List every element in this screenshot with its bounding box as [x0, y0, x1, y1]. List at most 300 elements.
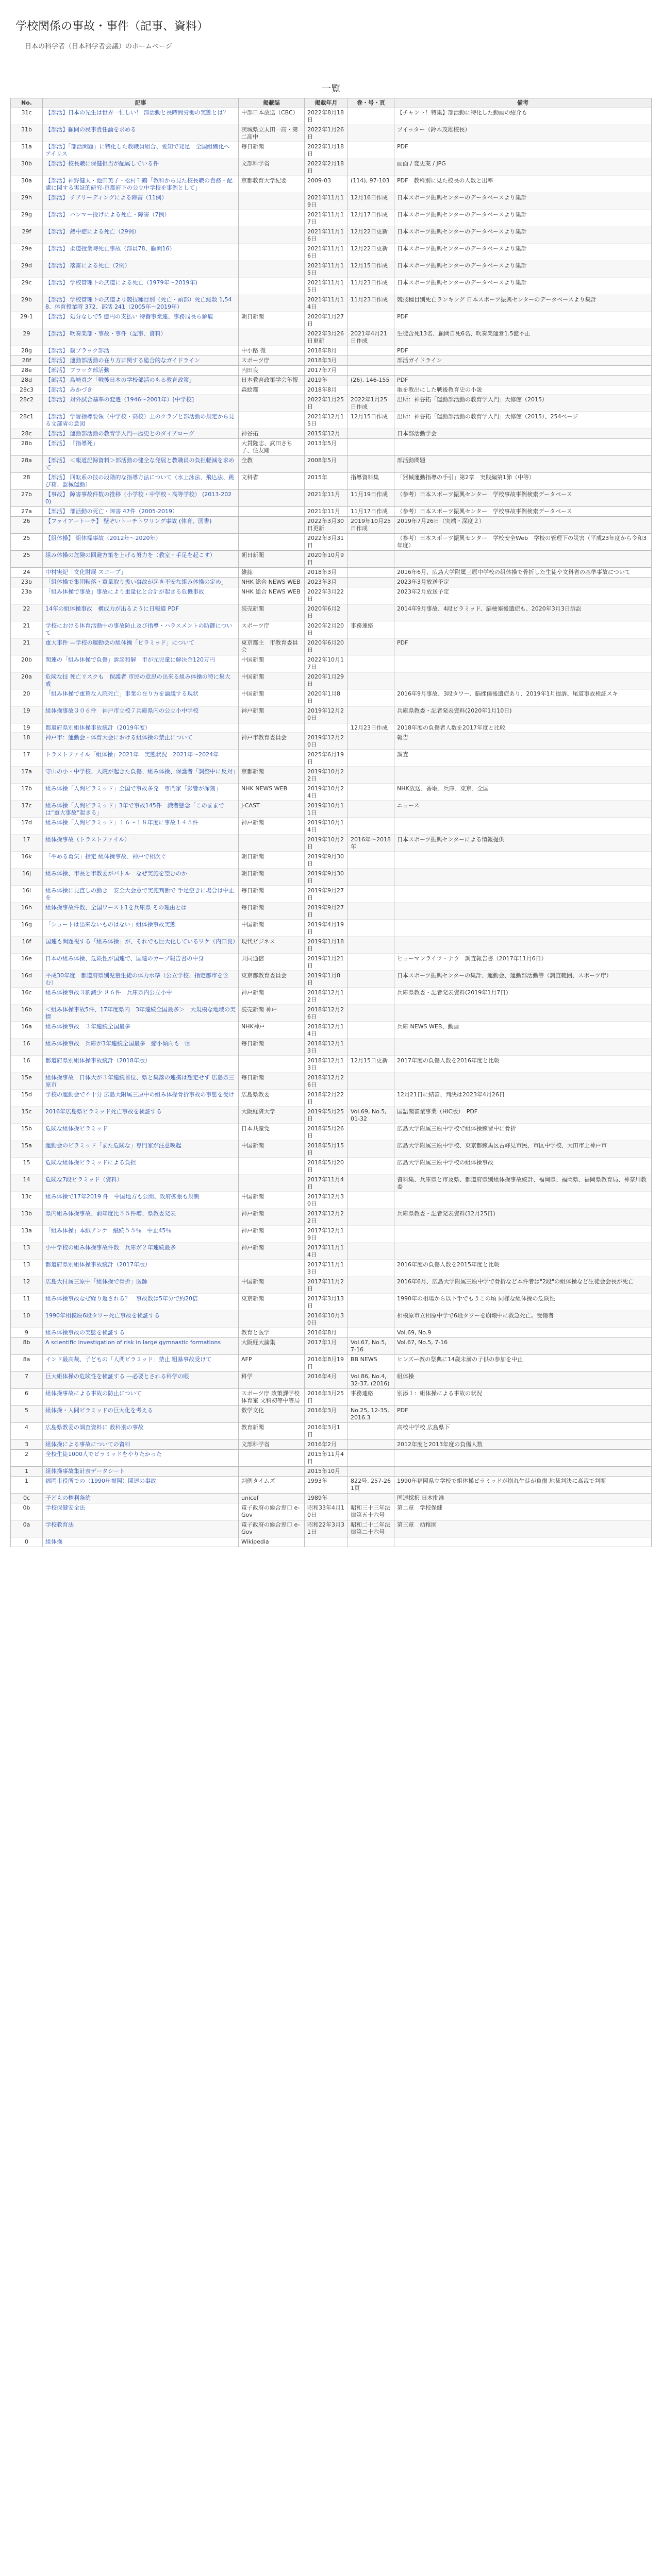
cell-notes[interactable]: 2012年度と2013年度の負傷人数: [394, 1440, 652, 1450]
cell-no: 29: [11, 329, 43, 346]
cell-date: 2018年12月12日: [305, 988, 348, 1005]
cell-notes[interactable]: 2023年3月放送予定: [394, 578, 652, 587]
cell-notes[interactable]: 競技種目別死亡ランキング 日本スポーツ振興センターのデータベースより集計: [394, 295, 652, 312]
table-row: [11, 920, 652, 937]
cell-article[interactable]: 組体操・人間ピラミッドの巨大化を考える: [43, 1406, 239, 1423]
cell-date: 2019年12月20日: [305, 706, 348, 723]
cell-notes[interactable]: 兵庫県教委・記者発表資料(12月25日): [394, 1209, 652, 1226]
cell-notes[interactable]: 「器械運動指導の手引」第2章 実践編第1節（中等）: [394, 473, 652, 490]
cell-notes[interactable]: 2016年6月、広島大学附属三原中学で骨折など本件者は"2段"の組体操など生徒会会長が死亡: [394, 1277, 652, 1294]
cell-source: 東京都主 市教育委員会: [239, 638, 305, 655]
cell-article[interactable]: 組体操事故（トラストファイル）一: [43, 835, 239, 852]
cell-notes[interactable]: 資料集、兵庫県と市及県、都道府県別組体操事故統計、福岡県、福岡県、福岡県教育局、神奈川教委: [394, 1175, 652, 1192]
cell-date: 2019年12月20日: [305, 733, 348, 750]
cell-notes[interactable]: [394, 852, 652, 869]
cell-article[interactable]: 組み体操「人間ピラミッド」全国で事故多発 専門家「影響が深刻」: [43, 784, 239, 801]
cell-no: 15a: [11, 1141, 43, 1158]
cell-notes[interactable]: 広島大学附属三原中学校の組体操事故: [394, 1158, 652, 1175]
cell-date: 2019年10月14日: [305, 818, 348, 835]
cell-date: [305, 1537, 348, 1547]
cell-date: 2021年11月16日: [305, 227, 348, 244]
cell-no: 18: [11, 733, 43, 750]
cell-volume: 12月15日作成: [348, 261, 394, 278]
cell-article[interactable]: 組み体操で17年2019 件 中国地方も公開、政府拡張も規制: [43, 1192, 239, 1209]
cell-article[interactable]: 【部活】 ブラック部活動: [43, 366, 239, 376]
cell-article[interactable]: 「組体操で集団転落・重量取り扱い事故が起き不安な組み体操の定め」: [43, 578, 239, 587]
cell-notes[interactable]: 2017年度の負傷人数を2016年度と比較: [394, 1056, 652, 1073]
cell-article[interactable]: 【部活】「部活問題」に特化した教職員組合、愛知で発足 全国組織化へ アイリス: [43, 142, 239, 159]
cell-no: 22: [11, 604, 43, 621]
cell-date: 2025年6月19日: [305, 750, 348, 767]
cell-notes[interactable]: 日本スポーツ振興センターのデータベースより集計: [394, 261, 652, 278]
cell-volume: [348, 1537, 394, 1547]
cell-article[interactable]: 【部活】神野健太・池田英子・松村千鶴「教科から見た校長職の責務・配慮に関する実証的研究-京都府下の公立中学校を事例として」: [43, 176, 239, 193]
cell-notes[interactable]: 2016年6月、広島大学附属三原中学校の組体操で骨折した生徒や文科省の基準事故について: [394, 568, 652, 578]
cell-notes[interactable]: 日本部活動学会: [394, 429, 652, 439]
cell-article[interactable]: 【部活】 運動部活動の教育学入門―歴史とのダイアローグ: [43, 429, 239, 439]
table-row: [11, 244, 652, 261]
cell-source: 教育新聞: [239, 1423, 305, 1440]
cell-article[interactable]: 都道府県別組体操事故統計（2019年度）: [43, 723, 239, 733]
cell-source: [239, 750, 305, 767]
table-row: [11, 227, 652, 244]
cell-article[interactable]: 危険な技 死亡リスクも 保護者 市民の意思の出来る組み体操の特に集大成: [43, 672, 239, 689]
cell-notes[interactable]: 日本スポーツ振興センターの集計、運動会、運動部活動等（調査範囲、スポーツ庁）: [394, 971, 652, 988]
cell-notes[interactable]: [394, 767, 652, 784]
cell-no: 28c2: [11, 395, 43, 412]
cell-notes[interactable]: [394, 1192, 652, 1209]
cell-article[interactable]: 【部活】 観ブラック部活: [43, 346, 239, 356]
cell-volume: [348, 1090, 394, 1107]
cell-notes[interactable]: 高校中学校 広島県下: [394, 1423, 652, 1440]
cell-notes[interactable]: PDF: [394, 142, 652, 159]
cell-source: J-CAST: [239, 801, 305, 818]
cell-article[interactable]: 学校の運動会で不十分 広島大附属三原中の組み体操骨折事故の事態を受け: [43, 1090, 239, 1107]
cell-notes[interactable]: （参考）日本スポーツ振興センター 学校事故事例検索データベース: [394, 490, 652, 507]
table-row: [11, 1406, 652, 1423]
cell-article[interactable]: 2016年広島県ピラミッド死亡事故を検証する: [43, 1107, 239, 1124]
cell-notes[interactable]: 日本スポーツ振興センターによる情報提供: [394, 835, 652, 852]
cell-notes[interactable]: 国連採択 日本批准: [394, 1494, 652, 1503]
cell-volume: [348, 1039, 394, 1056]
cell-notes[interactable]: 国語聞審業事業（HIC版） PDF: [394, 1107, 652, 1124]
cell-no: 15: [11, 1158, 43, 1175]
cell-notes[interactable]: 2023年2月放送予定: [394, 587, 652, 604]
cell-article[interactable]: 組み体操、市長と市教委がバトル なぜ実施を望むのか: [43, 869, 239, 886]
cell-article[interactable]: 【部活】 回転系の技の段階的な指導方法について（水上泳法、飛込法、跳び箱、器械運動）: [43, 473, 239, 490]
cell-source: NHK 総合 NEWS WEB: [239, 578, 305, 587]
cell-no: 1: [11, 1477, 43, 1494]
cell-no: 15b: [11, 1124, 43, 1141]
cell-article[interactable]: 【部活】 『指導死』: [43, 439, 239, 456]
cell-article[interactable]: 都道府県別組体操事故統計（2017年版）: [43, 1260, 239, 1277]
cell-no: 16i: [11, 886, 43, 903]
cell-article[interactable]: 危険な7段ピラミッド（資料）: [43, 1175, 239, 1192]
cell-article[interactable]: 【部活】 運動部活動の在り方に関する総合的なガイドライン: [43, 356, 239, 366]
cell-article[interactable]: 学校教育法: [43, 1520, 239, 1537]
cell-notes[interactable]: [394, 1039, 652, 1056]
cell-article[interactable]: 組み体操「人間ピラミッド」3年で事故145件 識者懸念「このままでは“重大事故”起きる」: [43, 801, 239, 818]
cell-no: 7: [11, 1372, 43, 1389]
cell-article[interactable]: 守山の小・中学校、入院が起きた負傷、組み体操、保護者「調整中に反対」: [43, 767, 239, 784]
cell-article[interactable]: 組み体操事故なぜ繰り返される？ 事故数は5年分で約20倍: [43, 1294, 239, 1311]
cell-date: 2020年1月29日: [305, 672, 348, 689]
cell-notes[interactable]: [394, 439, 652, 456]
cell-article[interactable]: 平成30年度 都道府県別児童生徒の体力水準（公立学校、指定都市を含む）: [43, 971, 239, 988]
cell-article[interactable]: 組み体操事故 兵庫が3年連続全国最多 縮小傾向も一因: [43, 1039, 239, 1056]
cell-notes[interactable]: 第三章 幼稚園: [394, 1520, 652, 1537]
cell-article[interactable]: 県内組み体操事故、前年度比５５件増、県教委発表: [43, 1209, 239, 1226]
cell-date: 2016年2月: [305, 1440, 348, 1450]
cell-no: 8a: [11, 1355, 43, 1372]
cell-article[interactable]: 広島県教委の調査資料に 教科別の事故: [43, 1423, 239, 1440]
cell-source: 毎日新聞: [239, 1039, 305, 1056]
cell-article[interactable]: 【部活】 島崎真之「戦後日本の学校部活のもる教育政策」: [43, 376, 239, 385]
cell-source: 読売新聞 神戸: [239, 1005, 305, 1022]
cell-article[interactable]: 重大事件 —学校の運動会の組体操「ピラミッド」について: [43, 638, 239, 655]
cell-notes[interactable]: 【チャント！特集】部活動に特化した動画の紹介も: [394, 108, 652, 125]
cell-notes[interactable]: [394, 937, 652, 954]
cell-volume: 12月16日作成: [348, 193, 394, 210]
table-row: [11, 903, 652, 920]
cell-source: [239, 534, 305, 551]
cell-date: 2017年1月: [305, 1338, 348, 1355]
cell-notes[interactable]: [394, 1005, 652, 1022]
table-row: [11, 954, 652, 971]
cell-date: 2019年4月19日: [305, 920, 348, 937]
cell-notes[interactable]: （参考）日本スポーツ振興センター 学校安全Web 学校の管理下の災害（平成23年度から令和3年度）: [394, 534, 652, 551]
cell-date: 2022年10月17日: [305, 655, 348, 672]
cell-source: [239, 244, 305, 261]
table-row: [11, 655, 652, 672]
cell-no: 30b: [11, 159, 43, 176]
cell-notes[interactable]: ソイッター（鈴木茂雄校長）: [394, 125, 652, 142]
cell-article[interactable]: 組体操事故集計表データシート: [43, 1467, 239, 1477]
cell-source: 大貫隆志、武田さち子、住友剛: [239, 439, 305, 456]
cell-notes[interactable]: 第二章 学校保健: [394, 1503, 652, 1520]
cell-article[interactable]: 「ショートは出来ないものはない」組体操事故実態: [43, 920, 239, 937]
cell-volume: [348, 1005, 394, 1022]
cell-notes[interactable]: [394, 621, 652, 638]
cell-article[interactable]: 【部活】 学校管理下の武道より競技種目別（死亡・頭部）死亡総数 1,548、体育授業時 372、部活 241（2005年～2019年）: [43, 295, 239, 312]
cell-volume: [348, 366, 394, 376]
cell-notes[interactable]: [394, 1450, 652, 1467]
cell-notes[interactable]: [394, 886, 652, 903]
cell-notes[interactable]: 2014年9月事故、4段ピラミッド、脳梗塞後遺症も、2020年3月3日訴訟: [394, 604, 652, 621]
cell-article[interactable]: 子どもの権利条約: [43, 1494, 239, 1503]
cell-date: 2020年6月2日: [305, 604, 348, 621]
cell-notes[interactable]: 調査: [394, 750, 652, 767]
cell-article[interactable]: 関連の「組み体操で負傷」訴訟和解 市が元児童に解決金120万円: [43, 655, 239, 672]
cell-notes[interactable]: 画面 / 変更案 / JPG: [394, 159, 652, 176]
cell-source: 広島県教委: [239, 1090, 305, 1107]
cell-notes[interactable]: [394, 1467, 652, 1477]
cell-source: 毎日新聞: [239, 886, 305, 903]
cell-notes[interactable]: [394, 920, 652, 937]
cell-notes[interactable]: 生徒含死13名、顧問自死6名、吹奏楽運営1.5億不正: [394, 329, 652, 346]
cell-date: 2015年12月: [305, 429, 348, 439]
cell-notes[interactable]: 広島大学附属三原中学校、東京都練馬区古峰見市民、市区中学校、大田市上神戸市: [394, 1141, 652, 1158]
cell-notes[interactable]: PDF: [394, 1406, 652, 1423]
cell-notes[interactable]: 部活動問題: [394, 456, 652, 473]
cell-article[interactable]: 組体操事故による事故の防止について: [43, 1389, 239, 1406]
cell-no: 16f: [11, 937, 43, 954]
cell-date: 2021年11月15日: [305, 261, 348, 278]
cell-no: 25: [11, 551, 43, 568]
cell-notes[interactable]: [394, 655, 652, 672]
cell-no: 29h: [11, 193, 43, 210]
cell-notes[interactable]: 2016年9月事故、3段タワー、脳挫傷後遺症あり、2019年1月提訴、尾道事故検証スキ: [394, 689, 652, 706]
cell-article[interactable]: 【部活】 ハンマー投げによる死亡・障害（7例）: [43, 210, 239, 227]
cell-source: 東京新聞: [239, 1294, 305, 1311]
cell-article[interactable]: 組み体操の危険の回避方策を上げる努力を（教室・手足を起こす）: [43, 551, 239, 568]
cell-notes[interactable]: PDF 教科別に見た校長の人数と出率: [394, 176, 652, 193]
cell-article[interactable]: 学校における体育活動中の事故防止及び指導・ハラスメントの防御について: [43, 621, 239, 638]
cell-source: NHK神戸: [239, 1022, 305, 1039]
cell-article[interactable]: 【部活】 熱中症による死亡（29例）: [43, 227, 239, 244]
cell-notes[interactable]: [394, 551, 652, 568]
cell-article[interactable]: 「組み体操で重篤な入院死亡」事業の在り方を論議する現状: [43, 689, 239, 706]
cell-article[interactable]: 学校保健安全法: [43, 1503, 239, 1520]
cell-no: 4: [11, 1423, 43, 1440]
cell-article[interactable]: 運動会のピラミッド「また危険な」専門家が注意喚起: [43, 1141, 239, 1158]
cell-date: 2017年12月22日: [305, 1209, 348, 1226]
cell-article[interactable]: 【部活】日本の先生は世界一忙しい！ 部活動と長時間労働の実態とは？: [43, 108, 239, 125]
cell-notes[interactable]: 出所：神谷拓「運動部活動の教育学入門」大修館（2015）: [394, 395, 652, 412]
cell-notes[interactable]: 日本スポーツ振興センターのデータベースより集計: [394, 278, 652, 295]
cell-notes[interactable]: 別添１：組体操による事故の状況: [394, 1389, 652, 1406]
cell-article[interactable]: 「組み体操」本紙アンケ 継続５５％ 中止45％: [43, 1226, 239, 1243]
cell-notes[interactable]: 兵庫県教委・記者発表資料(2020年1月10日): [394, 706, 652, 723]
cell-date: 2018年5月26日: [305, 1124, 348, 1141]
cell-article[interactable]: 【ファイアートーチ】 壁ぞいトーチトワリング事故 (体育、図書): [43, 517, 239, 534]
cell-date: 昭和22年3月31日: [305, 1520, 348, 1537]
cell-article[interactable]: 【組体操】 組体操事故（2012年〜2020年）: [43, 534, 239, 551]
cell-article[interactable]: 中村実紀「文化財展 スコープ」: [43, 568, 239, 578]
cell-article[interactable]: 【部活】 対外試合基準の変遷（1946〜2001年）[中学校]: [43, 395, 239, 412]
cell-notes[interactable]: 兵庫 NEWS WEB、動画: [394, 1022, 652, 1039]
cell-notes[interactable]: [394, 1073, 652, 1090]
cell-notes[interactable]: ニュース: [394, 801, 652, 818]
cell-article[interactable]: 国連も問題視する「組み体操」が、それでも巨大化しているワケ（内田良）: [43, 937, 239, 954]
cell-article[interactable]: 【部活】 みかづき: [43, 385, 239, 395]
cell-article[interactable]: 組み体操事故３割減少 ８６件 兵庫県内公立小中: [43, 988, 239, 1005]
cell-notes[interactable]: [394, 1537, 652, 1547]
cell-volume: [348, 1467, 394, 1477]
cell-no: 17: [11, 835, 43, 852]
cell-article[interactable]: 全校生徒1000人でピラミッドをやりたかった: [43, 1450, 239, 1467]
table-row: [11, 176, 652, 193]
cell-date: 2022年1月26日: [305, 125, 348, 142]
cell-date: 2022年1月18日: [305, 142, 348, 159]
cell-volume: 昭和二十二年法律第二十六号: [348, 1520, 394, 1537]
cell-article[interactable]: インド最高裁、子どもの「人間ピラミッド」禁止 粗暴事故受けて: [43, 1355, 239, 1372]
cell-notes[interactable]: [394, 1243, 652, 1260]
table-row: [11, 1537, 652, 1547]
cell-article[interactable]: 【部活】顧問の民事責任論を求める: [43, 125, 239, 142]
cell-notes[interactable]: PDF: [394, 312, 652, 329]
cell-notes[interactable]: Vol.69, No.9: [394, 1328, 652, 1338]
cell-article[interactable]: 【事故】 障害事故件数の推移（小学校・中学校・高等学校） (2013-2020): [43, 490, 239, 507]
table-row: [11, 988, 652, 1005]
cell-article[interactable]: 危険な組体操ピラミッド: [43, 1124, 239, 1141]
cell-source: 毎日新聞: [239, 1073, 305, 1090]
cell-article[interactable]: 【部活】 ＜報道記録資料＞部活動の健全な発展と教職員の負担軽減を求めて: [43, 456, 239, 473]
cell-notes[interactable]: 相模原市立相原中学で6段タワーを崩壊中に救急死亡。受傷者: [394, 1311, 652, 1328]
cell-source: 東京都教育委員会: [239, 971, 305, 988]
table-row: [11, 852, 652, 869]
cell-no: 29-1: [11, 312, 43, 329]
cell-article[interactable]: 【部活】 柔道授業時死亡事故（部員78、顧問16）: [43, 244, 239, 261]
table-caption: 一覧: [322, 83, 340, 94]
table-row: [11, 937, 652, 954]
cell-article[interactable]: 【部活】 吹奏楽部・事故・事件（記事、資料）: [43, 329, 239, 346]
cell-date: 2019年9月30日: [305, 852, 348, 869]
cell-notes[interactable]: [394, 903, 652, 920]
table-row: [11, 1226, 652, 1243]
cell-date: 2017年12月19日: [305, 1226, 348, 1243]
cell-notes[interactable]: 日本スポーツ振興センターのデータベースより集計: [394, 193, 652, 210]
cell-no: 2: [11, 1450, 43, 1467]
cell-article[interactable]: 組み体操事故 ３年連続全国最多: [43, 1022, 239, 1039]
cell-article[interactable]: 小中学校の組み体操事故件数 兵庫が２年連続最多: [43, 1243, 239, 1260]
cell-volume: 822号, 257-261頁: [348, 1477, 394, 1494]
cell-no: 15d: [11, 1090, 43, 1107]
cell-volume: [348, 1243, 394, 1260]
cell-article[interactable]: 福岡市役所での（1990年福岡）関連の事故: [43, 1477, 239, 1494]
cell-notes[interactable]: 日本スポーツ振興センターのデータベースより集計: [394, 227, 652, 244]
cell-article[interactable]: 危険な組体操ピラミッドによる負担: [43, 1158, 239, 1175]
cell-notes[interactable]: 組体操: [394, 1372, 652, 1389]
cell-notes[interactable]: 部活ガイドライン: [394, 356, 652, 366]
cell-volume: [348, 1192, 394, 1209]
cell-article[interactable]: トラストファイル「組体操」2021年 実態状況 2021年～2024年: [43, 750, 239, 767]
table-row: [11, 784, 652, 801]
cell-article[interactable]: 【部活】 部活動の死亡・障害 47件（2005-2019）: [43, 507, 239, 517]
cell-notes[interactable]: 1990年福岡県立学校で組体操ピラミッドが崩れ生徒が負傷 地裁判決に高裁で判断: [394, 1477, 652, 1494]
cell-notes[interactable]: 12月21日に結審、判決は2023年4月26日: [394, 1090, 652, 1107]
cell-notes[interactable]: [394, 1226, 652, 1243]
cell-notes[interactable]: [394, 672, 652, 689]
table-row: [11, 733, 652, 750]
cell-article[interactable]: 組み体操に見直しの動き 安全大会意で実施判断で 手足空きに場合は中止を: [43, 886, 239, 903]
cell-notes[interactable]: Vol.67, No.5, 7-16: [394, 1338, 652, 1355]
cell-notes[interactable]: [394, 366, 652, 376]
table-row: [11, 1467, 652, 1477]
cell-date: 2017年11月2日: [305, 1277, 348, 1294]
cell-date: 2017年11月13日: [305, 1260, 348, 1277]
cell-source: [239, 1450, 305, 1467]
cell-no: 31b: [11, 125, 43, 142]
cell-source: [239, 1175, 305, 1192]
table-row: [11, 1328, 652, 1338]
cell-notes[interactable]: 日本スポーツ振興センターのデータベースより集計: [394, 244, 652, 261]
column-header-source: 掲載誌: [239, 98, 305, 108]
cell-notes[interactable]: 広島大学附属三原中学校で組体操練習中に骨折: [394, 1124, 652, 1141]
cell-article[interactable]: 組体操事故３０６件 神戸市立校７兵庫県内の公立小中学校: [43, 706, 239, 723]
articles-table: [10, 98, 652, 1547]
cell-notes[interactable]: PDF: [394, 376, 652, 385]
cell-article[interactable]: 組体操事故 日体大が３年連続首位、県と集落の連携は想定せず 広島県三原市: [43, 1073, 239, 1090]
cell-notes[interactable]: [394, 869, 652, 886]
cell-article[interactable]: ＜組み体操事故5件、17年度県内 3年連続全国最多＞ 大規模な地域の実情: [43, 1005, 239, 1022]
cell-notes[interactable]: 兵庫県教委・記者発表資料(2019年1月7日): [394, 988, 652, 1005]
cell-source: 朝日新聞: [239, 312, 305, 329]
cell-notes[interactable]: 2016年度の負傷人数を2015年度と比較: [394, 1260, 652, 1277]
cell-notes[interactable]: （参考）日本スポーツ振興センター 学校事故事例検索データベース: [394, 507, 652, 517]
cell-article[interactable]: 組体操: [43, 1537, 239, 1547]
cell-notes[interactable]: ヒンズー教の祭典に14歳未満の子供の参加を中止: [394, 1355, 652, 1372]
cell-article[interactable]: 「組み体操で事故」事故により重量化と合計が起きる危機事故: [43, 587, 239, 604]
cell-notes[interactable]: 報告: [394, 733, 652, 750]
table-row: [11, 125, 652, 142]
table-row: [11, 159, 652, 176]
cell-source: [239, 227, 305, 244]
cell-article[interactable]: 組体操による事故についての資料: [43, 1440, 239, 1450]
page-subtitle[interactable]: 日本の科学者（日本科学者会議）のホームページ: [25, 43, 172, 50]
column-header-article: 記事: [43, 98, 239, 108]
cell-source: 神戸市教育委員会: [239, 733, 305, 750]
cell-notes[interactable]: ヒューマンライツ・ナウ 調査報告書（2017年11月6日）: [394, 954, 652, 971]
cell-article[interactable]: 日本の組み体操、危険性が国連で、国連のカーブ報告書の中身: [43, 954, 239, 971]
cell-article[interactable]: 「やめる勇気」指定 組体操事故、神戸で相次ぐ: [43, 852, 239, 869]
cell-notes[interactable]: 1990年の相場から以下手でもうこの頃 同様な組体操の危険性: [394, 1294, 652, 1311]
cell-notes[interactable]: 出所：神谷拓「運動部活動の教育学入門」大修館（2015）、254ページ: [394, 412, 652, 429]
cell-volume: [348, 784, 394, 801]
cell-volume: [348, 456, 394, 473]
cell-article[interactable]: 【部活】校長職に保健担当が配属している件: [43, 159, 239, 176]
cell-volume: [348, 1423, 394, 1440]
cell-date: 2021年11月15日: [305, 278, 348, 295]
cell-source: 神戸新聞: [239, 1209, 305, 1226]
cell-article[interactable]: 【部活】 学習指導要領（中学校・高校）上のクラブと部活動の規定から見る文部省の意図: [43, 412, 239, 429]
table-row: [11, 295, 652, 312]
cell-notes[interactable]: PDF: [394, 346, 652, 356]
cell-notes[interactable]: 日本スポーツ振興センターのデータベースより集計: [394, 210, 652, 227]
cell-article[interactable]: 神戸市：運動会・体育大会における組体操の禁止について: [43, 733, 239, 750]
cell-article[interactable]: 組み体操事故の実態を検証する: [43, 1328, 239, 1338]
cell-date: [305, 723, 348, 733]
cell-article[interactable]: 巨大組体操の危険性を検証する ―必要とされる科学の眼: [43, 1372, 239, 1389]
cell-date: 2016年3月: [305, 1406, 348, 1423]
cell-notes[interactable]: 取を教出にした戦後教育史の小説: [394, 385, 652, 395]
cell-date: 2018年12月26日: [305, 1073, 348, 1090]
cell-article[interactable]: 1990年相模原6段タワー死亡事故を検証する: [43, 1311, 239, 1328]
cell-source: 茨城県立太田一高・第二高中: [239, 125, 305, 142]
cell-volume: 11月19日作成: [348, 490, 394, 507]
cell-notes[interactable]: 2018年度の負傷者人数を2017年度と比較: [394, 723, 652, 733]
table-row: [11, 1243, 652, 1260]
cell-notes[interactable]: NHK放送、香取、兵庫、東京、全国: [394, 784, 652, 801]
table-row: [11, 193, 652, 210]
cell-article[interactable]: 【部活】 処分なしで5 億円の支払い 特養事業連、事務局長ら解雇: [43, 312, 239, 329]
cell-article[interactable]: 組体操事故件数、全国ワースト1を兵庫県 その理由とは: [43, 903, 239, 920]
cell-article[interactable]: 14年の組体操事故 構成力が出るように日報道 PDF: [43, 604, 239, 621]
cell-article[interactable]: 【部活】 チアリーディングによる障害（11例）: [43, 193, 239, 210]
table-row: [11, 385, 652, 395]
cell-notes[interactable]: [394, 818, 652, 835]
cell-article[interactable]: 広島大付属三原中「組体操で骨折」医師: [43, 1277, 239, 1294]
cell-date: 2019年9月27日: [305, 886, 348, 903]
cell-article[interactable]: 組み体操「人間ピラミッド」１６〜１８年度に事故１４５件: [43, 818, 239, 835]
cell-article[interactable]: A scientific investigation of risk in large gymnastic formations: [43, 1338, 239, 1355]
cell-notes[interactable]: PDF: [394, 638, 652, 655]
cell-article[interactable]: 都道府県別組体操事故統計（2018年版）: [43, 1056, 239, 1073]
cell-no: 28g: [11, 346, 43, 356]
cell-notes[interactable]: 2019年7月26日（突端・深度２）: [394, 517, 652, 534]
cell-article[interactable]: 【部活】 落雷による死亡（2例）: [43, 261, 239, 278]
cell-article[interactable]: 【部活】 学校管理下の武道による死亡（1979年～2019年): [43, 278, 239, 295]
